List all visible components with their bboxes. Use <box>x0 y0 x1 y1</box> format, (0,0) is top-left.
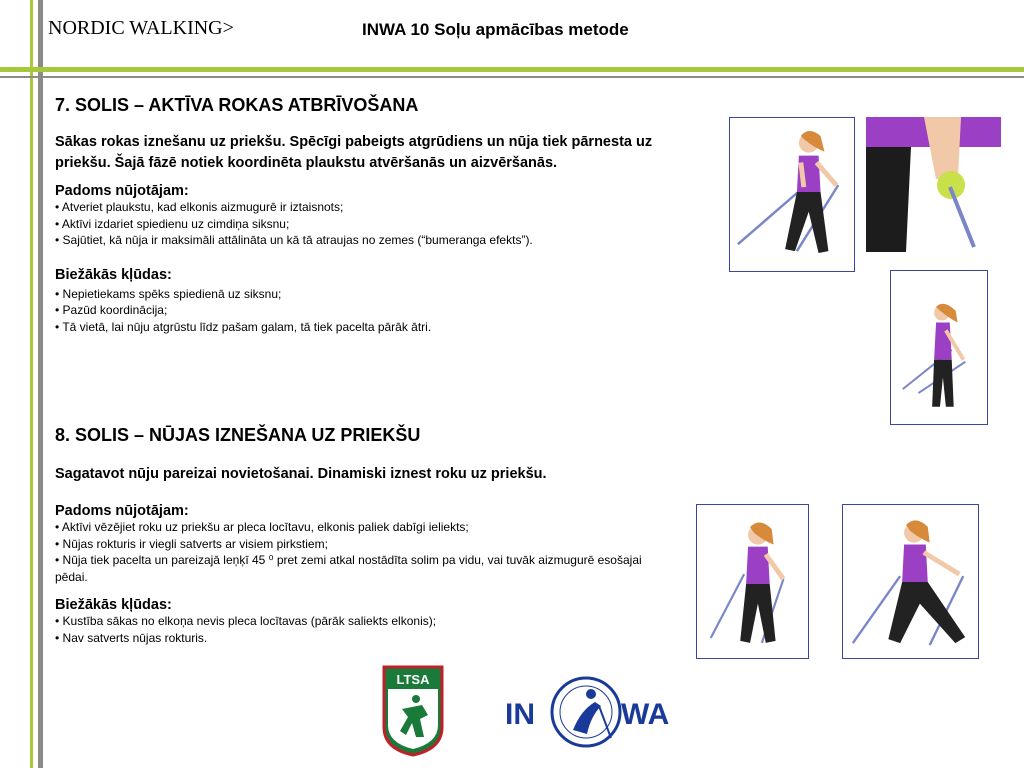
decor-header-green-line <box>0 67 1024 72</box>
step7-walker-photo <box>729 117 855 272</box>
step8-title: 8. SOLIS – NŪJAS IZNEŠANA UZ PRIEKŠU <box>55 425 421 445</box>
list-item: • Sajūtiet, kā nūja ir maksimāli attālināta un kā tā atraujas no zemes (“bumeranga efekts”). <box>55 232 675 249</box>
decor-vertical-grey-bar <box>38 0 43 768</box>
presentation-title: INWA 10 Soļu apmācības metode <box>362 20 629 39</box>
svg-text:WA: WA <box>621 698 669 731</box>
step7-glove-closeup-photo <box>866 117 1001 252</box>
svg-text:LTSA: LTSA <box>396 672 430 687</box>
list-item: • Nepietiekams spēks spiedienā uz siksnu; <box>55 286 675 303</box>
list-item: • Pazūd koordinācija; <box>55 302 675 319</box>
inwa-logo <box>503 672 669 752</box>
svg-text:IN: IN <box>505 698 535 731</box>
brand-title: NORDIC WALKING> <box>48 17 234 39</box>
step8-walker-photo-2 <box>842 504 979 659</box>
step7-errors-list <box>55 286 675 336</box>
step7-tips-heading: Padoms nūjotājam: <box>55 183 189 199</box>
step7-lead: Sākas rokas iznešanu uz priekšu. Spēcīgi pabeigts atgrūdiens un nūja tiek pārnesta uz priekšu. Šajā fāzē notiek koordinēta plaukstu atvēršanās un aizvēršanās. <box>55 134 653 171</box>
list-item: • Tā vietā, lai nūju atgrūstu līdz pašam galam, tā tiek pacelta pārāk ātri. <box>55 319 675 336</box>
step7-errors-heading: Biežākās kļūdas: <box>55 266 172 283</box>
step7-tips-list <box>55 199 675 249</box>
list-item: • Kustība sākas no elkoņa nevis pleca locītavas (pārāk saliekts elkonis); <box>55 613 675 630</box>
step7-section <box>55 95 675 335</box>
decor-vertical-green-bar <box>30 0 33 768</box>
step8-walker-photo <box>696 504 809 659</box>
step8-errors-list <box>55 613 675 646</box>
step8-tips-heading: Padoms nūjotājam: <box>55 503 189 519</box>
list-item: • Aktīvi izdariet spiedienu uz cimdiņa siksnu; <box>55 216 675 233</box>
list-item: • Nūjas rokturis ir viegli satverts ar visiem pirkstiem; <box>55 536 675 553</box>
step8-errors-heading: Biežākās kļūdas: <box>55 597 172 613</box>
step7-walker-photo-2 <box>890 270 988 425</box>
step8-tips-list <box>55 519 675 585</box>
list-item: • Nav satverts nūjas rokturis. <box>55 630 675 647</box>
list-item: • Nūja tiek pacelta un pareizajā leņķī 45 ⁰ pret zemi atkal nostādīta solim pa vidu, vai tuvāk aizmugurē esošajai pēdai. <box>55 552 675 585</box>
list-item: • Atveriet plaukstu, kad elkonis aizmugurē ir iztaisnots; <box>55 199 675 216</box>
step8-section <box>55 425 675 646</box>
decor-header-grey-line <box>0 76 1024 78</box>
step8-lead: Sagatavot nūju pareizai novietošanai. Dinamiski iznest roku uz priekšu. <box>55 466 547 482</box>
list-item: • Aktīvi vēzējiet roku uz priekšu ar pleca locītavu, elkonis paliek dabīgi ieliekts; <box>55 519 675 536</box>
step7-title: 7. SOLIS – AKTĪVA ROKAS ATBRĪVOŠANA <box>55 95 419 115</box>
ltsa-logo <box>382 665 444 757</box>
